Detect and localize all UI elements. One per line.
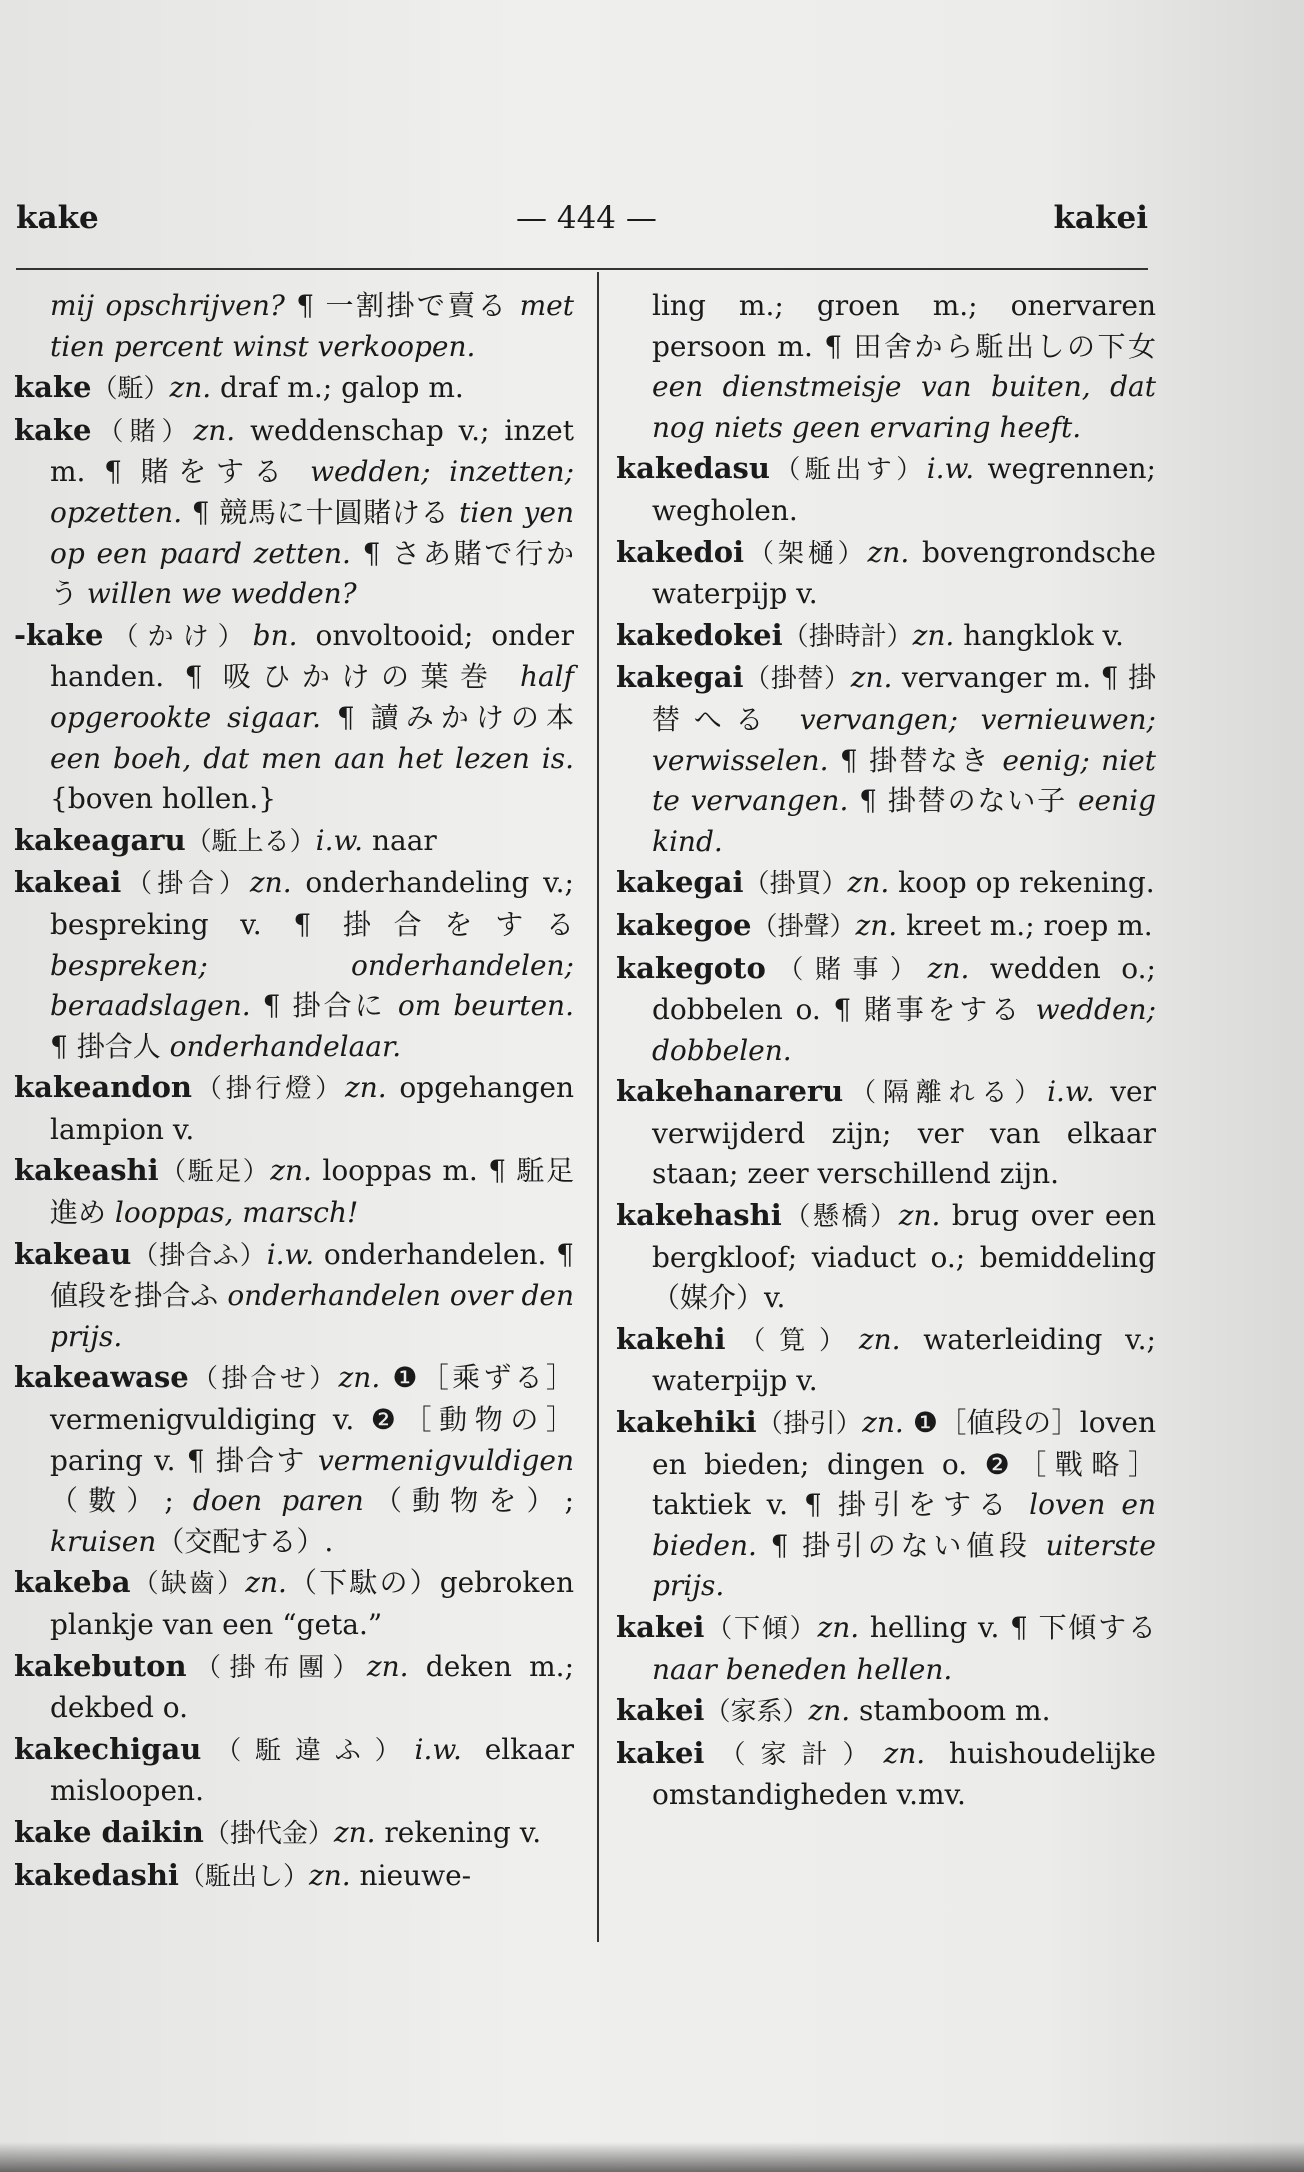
dictionary-entry bbox=[616, 532, 1156, 615]
part-of-speech: zn. bbox=[867, 535, 910, 569]
part-of-speech: i.w. bbox=[1047, 1075, 1095, 1109]
example-translation: vervangen; vernieuwen; verwisselen. bbox=[652, 702, 1156, 777]
kanji: （駈出す） bbox=[769, 455, 927, 486]
dictionary-entry bbox=[616, 905, 1156, 948]
headword: kakedoi bbox=[616, 534, 745, 569]
definition: ❶［乘ずる］vermenigvuldiging v. ❷［動物の］paring v. ¶ 掛合す bbox=[50, 1361, 574, 1477]
headword: kakebuton bbox=[14, 1648, 187, 1683]
kanji: （掛合ふ） bbox=[131, 1240, 267, 1271]
part-of-speech: zn. bbox=[345, 1071, 387, 1105]
headword: kakeawase bbox=[14, 1360, 189, 1395]
dictionary-entry bbox=[14, 1234, 574, 1358]
example-translation: bespreken; onderhandelen; beraadslagen. bbox=[50, 948, 574, 1023]
headword: kakegoto bbox=[616, 950, 766, 985]
header-rule bbox=[16, 268, 1148, 270]
example-translation: tien yen op een paard zetten. bbox=[50, 495, 574, 570]
example-source: ¶ 掛合人 bbox=[50, 1029, 170, 1063]
example-source: ¶ さあ賭で行かう bbox=[50, 536, 574, 611]
example-translation: uiterste prijs. bbox=[652, 1528, 1156, 1603]
example-translation: doen paren bbox=[192, 1484, 364, 1518]
kanji: （架樋） bbox=[744, 538, 868, 569]
dictionary-entry bbox=[616, 615, 1156, 658]
dictionary-entry bbox=[616, 1607, 1156, 1690]
example-translation: eenig kind. bbox=[652, 784, 1156, 858]
headword: kakedasu bbox=[616, 451, 770, 486]
kanji: （家計） bbox=[704, 1739, 884, 1770]
dictionary-entry bbox=[616, 1071, 1156, 1195]
example-translation: wedden; inzetten; opzetten. bbox=[50, 455, 574, 529]
headword: kakedokei bbox=[616, 617, 783, 652]
left-guide-word: kake bbox=[16, 200, 99, 236]
example-translation: looppas, marsch! bbox=[114, 1196, 359, 1230]
headword: kakeagaru bbox=[14, 822, 186, 857]
definition: onvoltooid; onder handen. ¶ 吸ひかけの葉巻 bbox=[50, 618, 574, 694]
kanji: （下傾） bbox=[704, 1614, 818, 1644]
definition: brug over een bergkloof; viaduct o.; bemiddeling（媒介）v. bbox=[652, 1199, 1156, 1315]
part-of-speech: zn. bbox=[847, 866, 890, 900]
headword: kakehi bbox=[616, 1321, 726, 1356]
kanji: （掛時計） bbox=[782, 621, 913, 652]
definition: onderhandelen. ¶ 値段を掛合ふ bbox=[50, 1237, 574, 1313]
example-source: ¶ 掛合に bbox=[250, 989, 398, 1023]
dictionary-entry bbox=[616, 1402, 1156, 1607]
example-translation: kruisen bbox=[50, 1524, 157, 1558]
definition: naar bbox=[363, 823, 437, 857]
part-of-speech: bn. bbox=[252, 618, 298, 652]
part-of-speech: zn. bbox=[850, 661, 893, 695]
part-of-speech: zn. bbox=[338, 1361, 381, 1395]
headword: kakeandon bbox=[14, 1070, 193, 1105]
definition: ver verwijderd zijn; ver van elkaar staan; zeer verschillend zijn. bbox=[652, 1075, 1156, 1191]
definition: wedden o.; dobbelen o. ¶ 賭事をする bbox=[652, 951, 1156, 1027]
continuation-text bbox=[14, 286, 574, 367]
kanji: （掛買） bbox=[743, 869, 848, 900]
headword: -kake bbox=[14, 617, 104, 652]
kanji: （掛代金） bbox=[203, 1818, 334, 1849]
example-source: （數）; bbox=[50, 1484, 193, 1518]
definition: elkaar misloopen. bbox=[50, 1732, 574, 1808]
definition: kreet m.; roep m. bbox=[897, 908, 1153, 942]
dictionary-entry bbox=[616, 1319, 1156, 1402]
part-of-speech: i.w. bbox=[414, 1732, 462, 1766]
dictionary-entry bbox=[14, 1067, 574, 1150]
part-of-speech: zn. bbox=[808, 1694, 851, 1728]
kanji: （掛布團） bbox=[186, 1652, 367, 1683]
dictionary-entry bbox=[14, 367, 574, 410]
kanji: （家系） bbox=[704, 1697, 809, 1728]
plain-text: ling m.; groen m.; onervaren persoon m. ¶ 田舍から駈出しの下女 bbox=[652, 289, 1156, 363]
continuation-text bbox=[616, 286, 1156, 448]
headword: kakechigau bbox=[14, 1731, 202, 1766]
example-source: ¶ 競馬に十圓賭ける bbox=[182, 495, 460, 529]
example-source: （動物を）; bbox=[363, 1484, 575, 1518]
definition: waterleiding v.; waterpijp v. bbox=[652, 1322, 1156, 1398]
part-of-speech: zn. bbox=[249, 866, 292, 900]
part-of-speech: zn. bbox=[883, 1736, 926, 1770]
headword: kake bbox=[14, 412, 92, 447]
left-column bbox=[14, 286, 574, 1897]
kanji: （駈足） bbox=[158, 1157, 271, 1188]
definition: looppas m. ¶ 駈足進め bbox=[50, 1154, 574, 1230]
part-of-speech: zn. bbox=[193, 413, 236, 447]
example-source: （交配する）. bbox=[156, 1524, 334, 1558]
headword: kakei bbox=[616, 1735, 705, 1770]
headword: kakei bbox=[616, 1610, 705, 1644]
dictionary-entry bbox=[14, 615, 574, 820]
dictionary-entry bbox=[14, 820, 574, 863]
right-column bbox=[616, 286, 1156, 1816]
headword: kakehashi bbox=[616, 1198, 782, 1233]
example-translation: een boeh, dat men aan het lezen is. bbox=[50, 741, 574, 775]
definition: stamboom m. bbox=[850, 1694, 1051, 1728]
italic-text: met tien percent winst verkoopen. bbox=[50, 289, 574, 363]
kanji: （駈） bbox=[91, 374, 170, 405]
headword: kakeashi bbox=[14, 1153, 159, 1188]
definition: ❶［値段の］loven en bieden; dingen o. ❷［戰略］taktiek v. ¶ 掛引をする bbox=[652, 1406, 1156, 1522]
dictionary-entry bbox=[14, 1150, 574, 1233]
headword: kakeai bbox=[14, 865, 122, 900]
example-translation: onderhandelaar. bbox=[169, 1029, 402, 1063]
dictionary-entry bbox=[616, 448, 1156, 531]
part-of-speech: zn. bbox=[862, 1406, 904, 1440]
example-translation: half opgerookte sigaar. bbox=[50, 660, 574, 734]
part-of-speech: zn. bbox=[245, 1566, 287, 1600]
kanji: （缺齒） bbox=[130, 1569, 246, 1600]
column-divider bbox=[597, 272, 599, 1942]
example-translation: loven en bieden. bbox=[652, 1488, 1156, 1562]
right-guide-word: kakei bbox=[1053, 200, 1148, 236]
headword: kakedashi bbox=[14, 1857, 179, 1892]
example-translation: onderhandelen over den prijs. bbox=[50, 1279, 574, 1353]
italic-text: mij opschrijven? bbox=[50, 289, 285, 322]
definition: hangklok v. bbox=[954, 618, 1124, 652]
dictionary-entry bbox=[14, 1729, 574, 1812]
example-source: ¶ 掛替なき bbox=[828, 743, 1003, 777]
definition: onderhandeling v.; bespreking v. ¶ 掛合をする bbox=[50, 866, 574, 941]
dictionary-entry bbox=[14, 862, 574, 1067]
dictionary-entry bbox=[14, 1357, 574, 1562]
part-of-speech: i.w. bbox=[266, 1237, 315, 1271]
headword: kakegai bbox=[616, 660, 744, 695]
example-source: ¶ 掛引のない値段 bbox=[756, 1528, 1046, 1562]
part-of-speech: zn. bbox=[308, 1858, 351, 1892]
bracket-note: {boven hollen.} bbox=[50, 782, 277, 816]
kanji: （賭） bbox=[91, 416, 194, 447]
kanji: （隔離れる） bbox=[843, 1078, 1048, 1109]
page-edge-shadow bbox=[0, 2142, 1304, 2172]
kanji: （掛合せ） bbox=[188, 1364, 339, 1395]
kanji: （掛聲） bbox=[751, 911, 856, 942]
part-of-speech: zn. bbox=[912, 618, 955, 652]
part-of-speech: zn. bbox=[898, 1199, 941, 1233]
definition: opgehangen lampion v. bbox=[50, 1071, 574, 1146]
example-translation: willen we wedden? bbox=[86, 577, 357, 611]
example-translation: naar beneden hellen. bbox=[652, 1652, 953, 1686]
definition: bovengrondsche waterpijp v. bbox=[652, 535, 1156, 611]
definition: vervanger m. ¶ 掛替へる bbox=[652, 661, 1156, 736]
example-translation: wedden; dobbelen. bbox=[652, 993, 1156, 1067]
dictionary-entry bbox=[616, 862, 1156, 905]
dictionary-entry bbox=[14, 1562, 574, 1645]
definition: （下駄の）gebroken plankje van een “geta.” bbox=[50, 1566, 574, 1641]
dictionary-entry bbox=[616, 1690, 1156, 1733]
part-of-speech: zn. bbox=[366, 1649, 409, 1683]
kanji: （駈違ふ） bbox=[201, 1735, 415, 1766]
part-of-speech: zn. bbox=[858, 1322, 901, 1356]
definition: nieuwe- bbox=[350, 1858, 472, 1892]
dictionary-entry bbox=[616, 657, 1156, 862]
part-of-speech: zn. bbox=[855, 908, 898, 942]
part-of-speech: zn. bbox=[169, 371, 212, 405]
definition: rekening v. bbox=[375, 1815, 542, 1849]
kanji: （駈出し） bbox=[178, 1861, 309, 1892]
headword: kakeau bbox=[14, 1236, 132, 1271]
dictionary-entry bbox=[14, 410, 574, 615]
headword: kakehiki bbox=[616, 1405, 757, 1440]
part-of-speech: zn. bbox=[333, 1815, 376, 1849]
definition: weddenschap v.; inzet m. ¶ 賭をする bbox=[50, 413, 574, 489]
headword: kakei bbox=[616, 1693, 705, 1728]
dictionary-entry bbox=[14, 1855, 574, 1898]
example-translation: vermenigvuldigen bbox=[317, 1443, 574, 1477]
definition: deken m.; dekbed o. bbox=[50, 1649, 574, 1725]
kanji: （掛合） bbox=[121, 869, 250, 900]
dictionary-entry bbox=[14, 1646, 574, 1729]
dictionary-entry bbox=[616, 1733, 1156, 1816]
kanji: （掛行燈） bbox=[192, 1074, 345, 1105]
part-of-speech: zn. bbox=[817, 1611, 860, 1644]
part-of-speech: zn. bbox=[270, 1154, 312, 1188]
example-source: ¶ 掛替のない子 bbox=[848, 784, 1078, 818]
kanji: （かけ） bbox=[103, 621, 253, 652]
kanji: （筧） bbox=[725, 1325, 859, 1356]
part-of-speech: i.w. bbox=[926, 452, 975, 486]
definition: wegrennen; wegholen. bbox=[652, 452, 1156, 527]
page-number: — 444 — bbox=[516, 200, 657, 236]
part-of-speech: zn. bbox=[927, 951, 970, 985]
kanji: （駈上る） bbox=[185, 826, 316, 857]
headword: kakegai bbox=[616, 865, 744, 900]
dictionary-entry bbox=[14, 1812, 574, 1855]
kanji: （懸橋） bbox=[781, 1202, 899, 1233]
dictionary-entry bbox=[616, 1195, 1156, 1319]
dictionary-entry bbox=[616, 948, 1156, 1072]
example-translation: eenig; niet te vervangen. bbox=[652, 743, 1156, 818]
kanji: （賭事） bbox=[765, 954, 928, 985]
definition: huishoudelijke omstandigheden v.mv. bbox=[652, 1736, 1156, 1812]
example-translation: om beurten. bbox=[397, 989, 574, 1023]
italic-text: een dienstmeisje van buiten, dat nog niets geen ervaring heeft. bbox=[652, 370, 1156, 444]
kanji: （掛引） bbox=[756, 1409, 863, 1440]
plain-text: ¶ 一割掛で賣る bbox=[284, 289, 520, 322]
headword: kakehanareru bbox=[616, 1074, 844, 1109]
part-of-speech: i.w. bbox=[315, 823, 364, 857]
headword: kake daikin bbox=[14, 1814, 204, 1849]
definition: koop op rekening. bbox=[889, 866, 1155, 900]
headword: kakeba bbox=[14, 1565, 131, 1600]
headword: kake bbox=[14, 370, 92, 405]
headword: kakegoe bbox=[616, 907, 752, 942]
definition: helling v. ¶ 下傾する bbox=[859, 1611, 1156, 1644]
kanji: （掛替） bbox=[743, 664, 851, 695]
definition: draf m.; galop m. bbox=[211, 371, 464, 405]
example-source: ¶ 讀みかけの本 bbox=[320, 700, 574, 734]
